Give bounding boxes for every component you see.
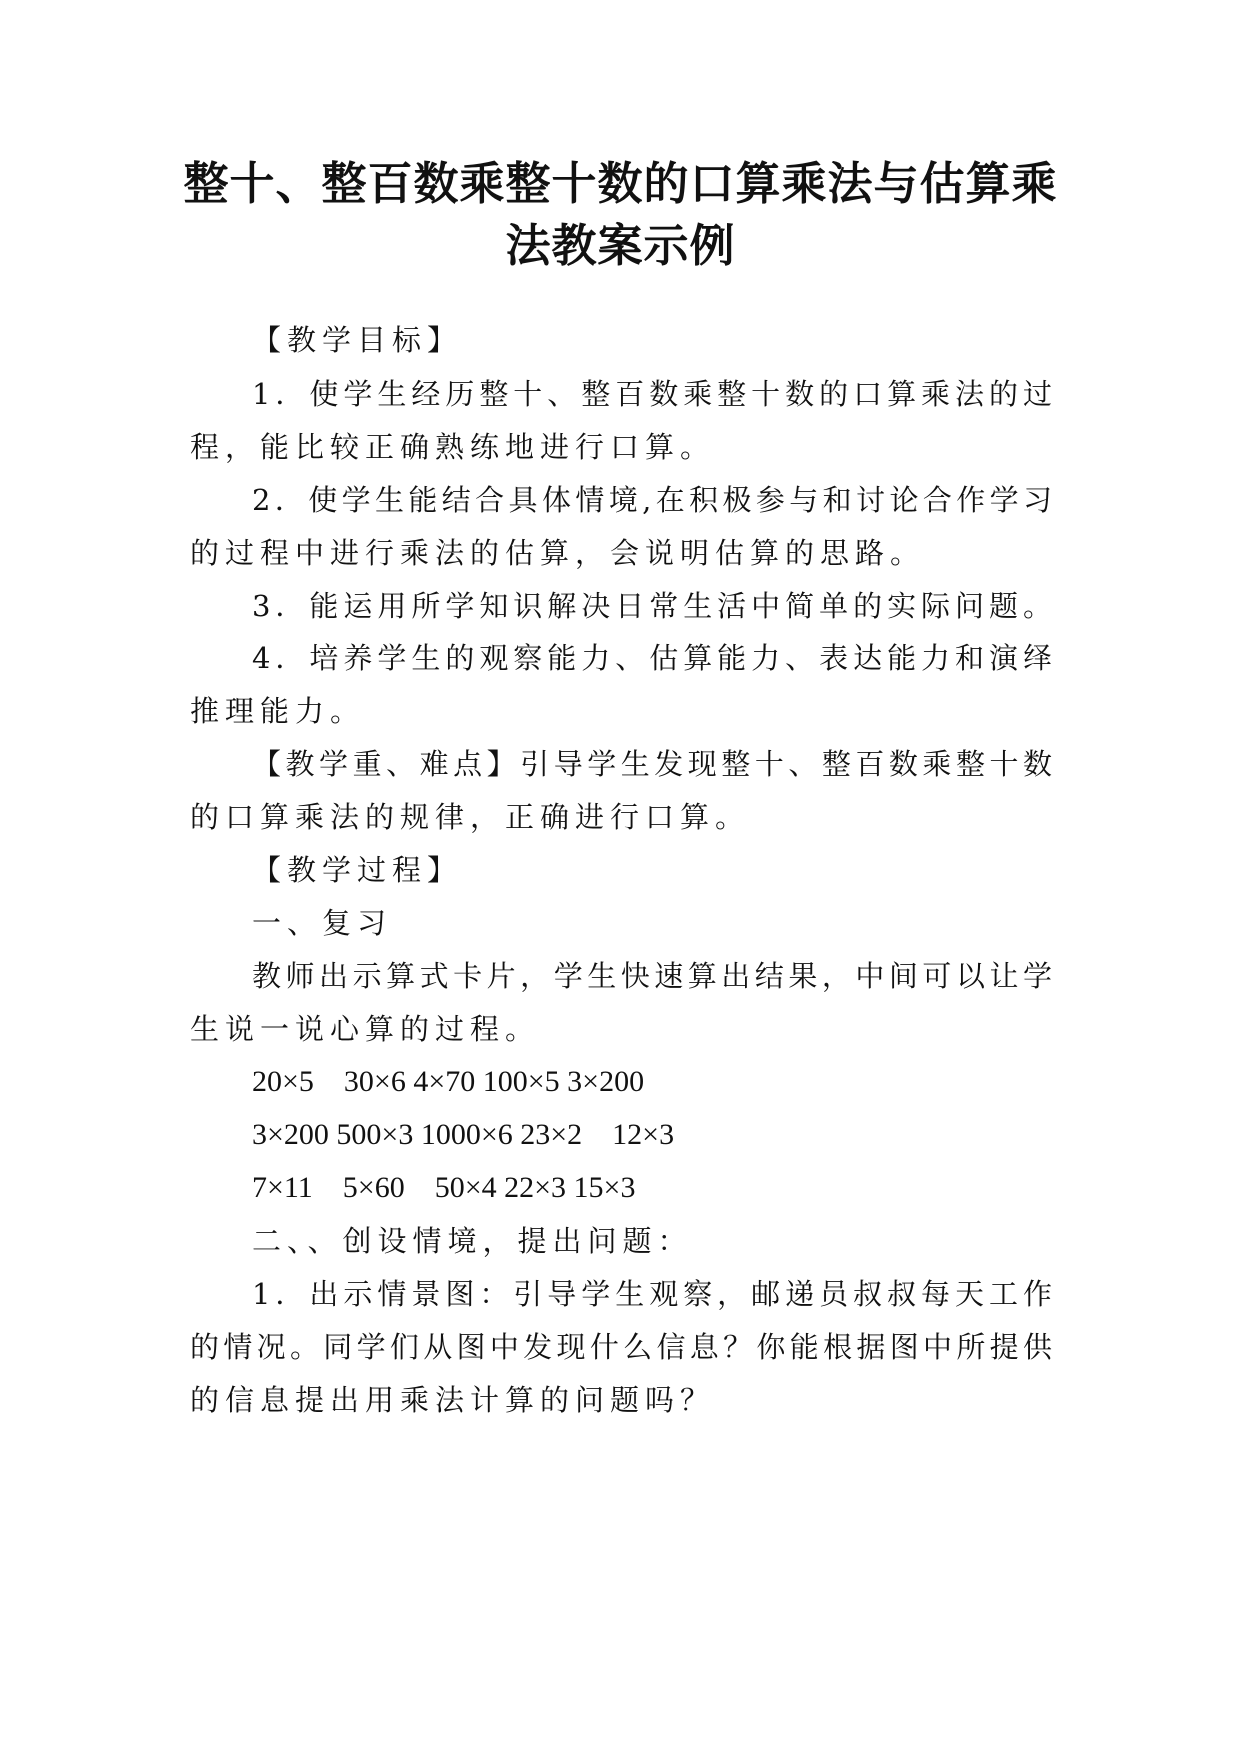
arithmetic-row: 7×11 5×60 50×4 22×3 15×3 <box>252 1171 636 1204</box>
paragraph-line: 3．能运用所学知识解决日常生活中简单的实际问题。 <box>252 589 1052 623</box>
paragraph-line: 教师出示算式卡片，学生快速算出结果，中间可以让学 <box>252 959 1052 993</box>
paragraph-line: 生说一说心算的过程。 <box>190 1012 541 1046</box>
paragraph-line: 的信息提出用乘法计算的问题吗？ <box>190 1383 716 1417</box>
document-title-line-1: 整十、整百数乘整十数的口算乘法与估算乘 <box>183 157 1058 210</box>
paragraph-line: 2．使学生能结合具体情境,在积极参与和讨论合作学习 <box>252 483 1052 517</box>
paragraph-line: 的情况。同学们从图中发现什么信息？你能根据图中所提供 <box>190 1330 1052 1364</box>
subsection-heading-review: 一、复习 <box>252 906 393 940</box>
paragraph-line: 1．使学生经历整十、整百数乘整十数的口算乘法的过 <box>252 377 1052 411</box>
subsection-heading-scenario: 二、、创设情境，提出问题： <box>252 1224 693 1258</box>
paragraph-line: 的过程中进行乘法的估算，会说明估算的思路。 <box>190 536 926 570</box>
section-heading-objectives: 【教学目标】 <box>252 323 463 357</box>
paragraph-line: 的口算乘法的规律，正确进行口算。 <box>190 800 751 834</box>
arithmetic-row: 20×5 30×6 4×70 100×5 3×200 <box>252 1065 645 1098</box>
arithmetic-row: 3×200 500×3 1000×6 23×2 12×3 <box>252 1118 675 1151</box>
paragraph-line: 1．出示情景图：引导学生观察，邮递员叔叔每天工作 <box>252 1277 1052 1311</box>
paragraph-line: 推理能力。 <box>190 694 366 728</box>
document-title-line-2: 法教案示例 <box>505 219 736 272</box>
section-heading-key-points: 【教学重、难点】引导学生发现整十、整百数乘整十数 <box>252 747 1052 781</box>
section-heading-process: 【教学过程】 <box>252 853 463 887</box>
paragraph-line: 4．培养学生的观察能力、估算能力、表达能力和演绎 <box>252 641 1052 675</box>
paragraph-line: 程，能比较正确熟练地进行口算。 <box>190 430 716 464</box>
